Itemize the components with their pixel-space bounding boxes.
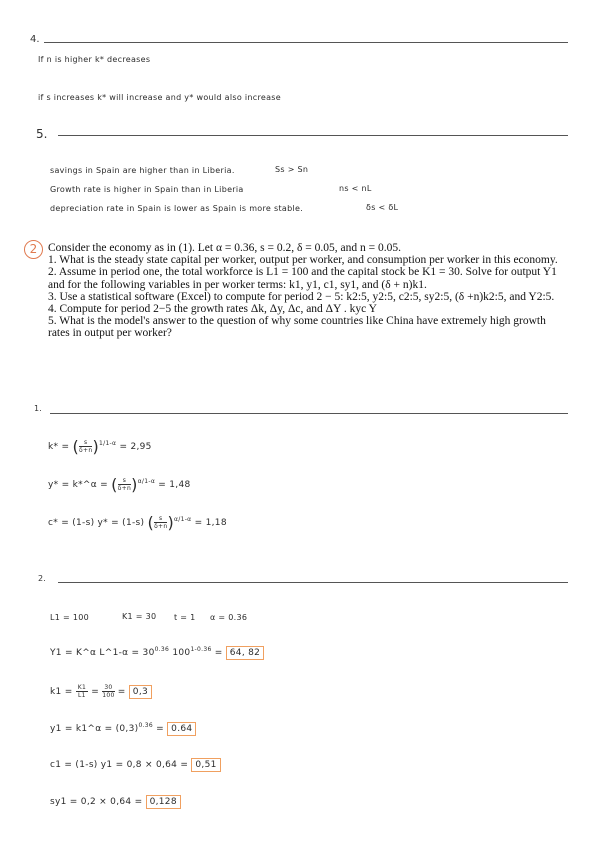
Y1-result-box: 64, 82 bbox=[226, 646, 264, 660]
answer1-rule bbox=[50, 413, 568, 414]
c1-result-box: 0,51 bbox=[191, 758, 220, 772]
section4-line1: If n is higher k* decreases bbox=[38, 55, 151, 64]
section5-rule bbox=[58, 135, 568, 136]
section4-line2: if s increases k* will increase and y* would also increase bbox=[38, 93, 281, 102]
section4-rule bbox=[44, 42, 568, 43]
answer1-number: 1. bbox=[34, 404, 42, 413]
answer2-c-equation: c1 = (1-s) y1 = 0,8 × 0,64 = 0,51 bbox=[50, 760, 221, 770]
answer2-rule bbox=[58, 582, 568, 583]
question-item-2: 2. Assume in period one, the total workforce is L1 = 100 and the capital stock be K1 = 30. Solve for output Y1 and for the following variables in per worker terms: k1, y1, c1, sy1, and (δ + n)k1. bbox=[48, 266, 557, 291]
section5-number: 5. bbox=[36, 127, 48, 141]
section5-line1-math: Ss > Sn bbox=[275, 165, 309, 174]
answer2-sy-equation: sy1 = 0,2 × 0,64 = 0,128 bbox=[50, 797, 181, 807]
k1-result-box: 0,3 bbox=[129, 685, 152, 699]
question-item-1: 1. What is the steady state capital per worker, output per worker, and consumption per worker in this economy. bbox=[48, 254, 558, 267]
answer2-Y-equation: Y1 = K^α L^1-α = $30^{0.36}$ $100^{1-0.36} = 64$, 82 bbox=[50, 646, 264, 658]
y1-result-box: 0.64 bbox=[167, 722, 196, 736]
given-K1: K1 = 30 bbox=[122, 612, 157, 621]
sy1-result-box: 0,128 bbox=[146, 795, 181, 809]
question-block bbox=[48, 242, 568, 340]
given-L1: L1 = 100 bbox=[50, 613, 90, 622]
answer2-k-equation: k1 = $\frac{K1}{L1}$ = $\frac{30}{100} = 0,3$ bbox=[50, 684, 152, 699]
section5-line3-math: δs < δL bbox=[366, 203, 399, 212]
section5-line2: Growth rate is higher in Spain than in Liberia bbox=[50, 185, 244, 194]
question-item-5: 5. What is the model's answer to the question of why some countries like China have extremely high growth rates in output per worker? bbox=[48, 315, 546, 340]
section4-number: 4. bbox=[30, 34, 40, 45]
question-item-3: 3. Use a statistical software (Excel) to compute for period 2 − 5: k2:5, y2:5, c2:5, sy2:5, (δ +n)k2:5, and Y2:5. bbox=[48, 290, 555, 303]
answer2-y-equation: y1 = k1^α = $(0,3)^{0.36} = 0.64$ bbox=[50, 722, 196, 734]
question-number-circle: 2 bbox=[24, 240, 43, 259]
question-item-4: 4. Compute for period 2−5 the growth rates Δk, Δy, Δc, and ΔY . kyc Y bbox=[48, 303, 377, 316]
answer2-number: 2. bbox=[38, 574, 46, 583]
given-alpha: α = 0.36 bbox=[210, 613, 248, 622]
answer1-c-equation: c* = (1-s) y* = (1-s) ( $\frac{s}{\delta+n})^{\alpha/1-\alpha} = 1,18$ bbox=[48, 513, 227, 532]
question-intro: Consider the economy as in (1). Let α = 0.36, s = 0.2, δ = 0.05, and n = 0.05. bbox=[48, 242, 401, 254]
section5-line1: savings in Spain are higher than in Liberia. bbox=[50, 166, 235, 175]
section5-line3: depreciation rate in Spain is lower as Spain is more stable. bbox=[50, 204, 304, 213]
section5-line2-math: ns < nL bbox=[339, 184, 372, 193]
answer1-k-equation: k* = ( $\frac{s}{\delta+n})^{1/1-\alpha} = 2,95$ bbox=[48, 437, 152, 456]
answer1-y-equation: y* = k*^α = ( $\frac{s}{\delta+n})^{\alpha/1-\alpha} = 1,48$ bbox=[48, 475, 191, 494]
given-t: t = 1 bbox=[174, 613, 196, 622]
